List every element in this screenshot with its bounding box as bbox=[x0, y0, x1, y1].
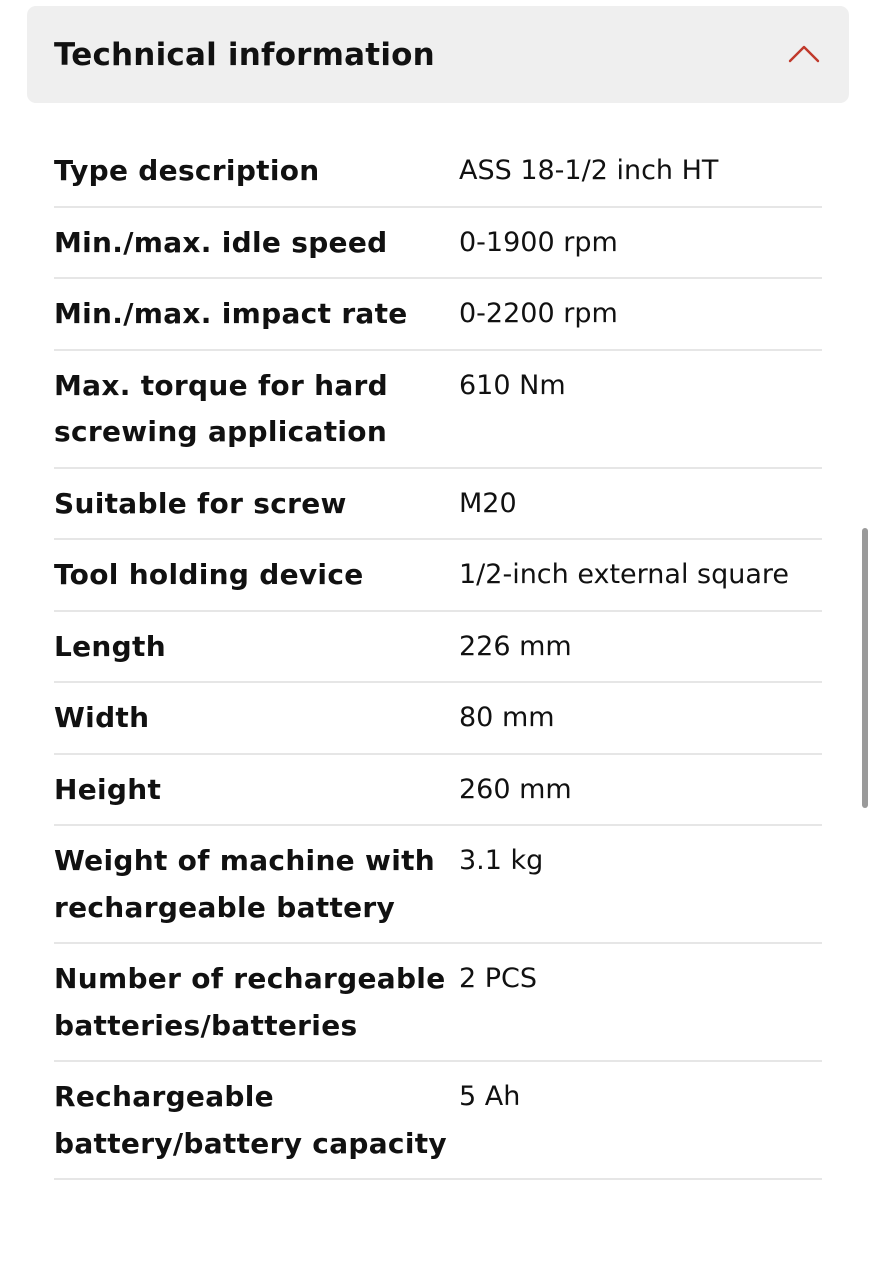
spec-label: Rechargeable battery/battery capacity bbox=[54, 1080, 447, 1160]
spec-label: Suitable for screw bbox=[54, 486, 347, 520]
spec-label: Width bbox=[54, 701, 150, 734]
spec-label: Type description bbox=[54, 154, 320, 187]
spec-row bbox=[54, 1062, 822, 1180]
spec-label: Height bbox=[54, 772, 162, 806]
spec-value: M20 bbox=[459, 487, 517, 519]
spec-row bbox=[54, 469, 822, 541]
spec-row bbox=[54, 755, 822, 827]
spec-table bbox=[54, 136, 822, 1180]
spec-label: Max. torque for hard screwing application bbox=[54, 368, 389, 448]
spec-value: 1/2-inch external square bbox=[459, 559, 790, 590]
spec-value: 260 mm bbox=[459, 773, 572, 805]
spec-row bbox=[54, 944, 822, 1062]
spec-value: 226 mm bbox=[459, 630, 572, 662]
spec-row bbox=[54, 279, 822, 351]
spec-value: 610 Nm bbox=[459, 369, 566, 401]
spec-value: 0-2200 rpm bbox=[459, 298, 618, 329]
spec-value: ASS 18-1/2 inch HT bbox=[459, 155, 719, 186]
chevron-up-icon[interactable] bbox=[787, 42, 821, 64]
spec-row bbox=[54, 208, 822, 280]
spec-row bbox=[54, 136, 822, 208]
spec-row bbox=[54, 826, 822, 944]
technical-information-accordion-header[interactable] bbox=[27, 6, 849, 103]
spec-label: Min./max. idle speed bbox=[54, 225, 388, 259]
spec-label: Length bbox=[54, 629, 166, 663]
scrollbar-thumb[interactable] bbox=[862, 528, 868, 808]
spec-row bbox=[54, 612, 822, 684]
spec-value: 2 PCS bbox=[459, 963, 538, 994]
spec-value: 5 Ah bbox=[459, 1081, 521, 1112]
spec-label: Weight of machine with rechargeable battery bbox=[54, 844, 436, 924]
spec-label: Min./max. impact rate bbox=[54, 297, 408, 330]
spec-value: 0-1900 rpm bbox=[459, 226, 618, 258]
spec-label: Number of rechargeable batteries/batteries bbox=[54, 962, 446, 1042]
spec-row bbox=[54, 540, 822, 612]
spec-value: 3.1 kg bbox=[459, 845, 544, 876]
spec-value: 80 mm bbox=[459, 702, 555, 733]
spec-row bbox=[54, 683, 822, 755]
accordion-title: Technical information bbox=[54, 37, 435, 73]
spec-label: Tool holding device bbox=[54, 558, 364, 591]
spec-row bbox=[54, 351, 822, 469]
